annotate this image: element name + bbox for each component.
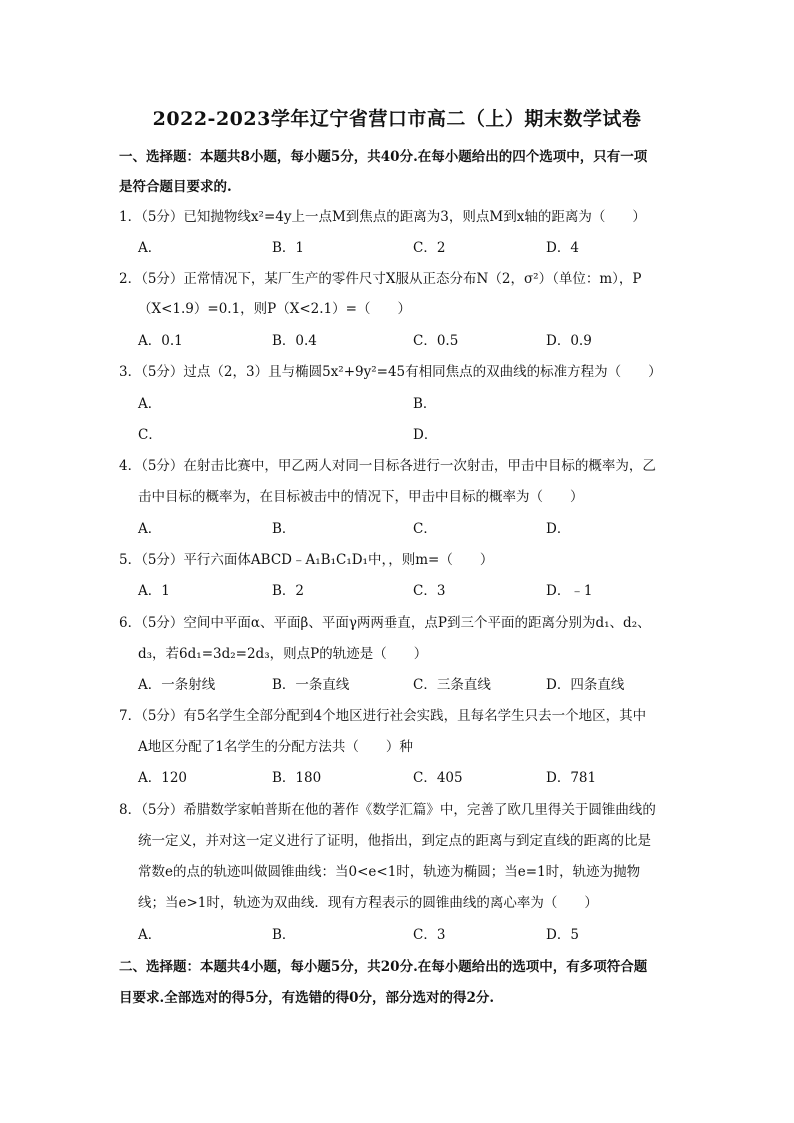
q6-option-a: A．一条射线: [138, 677, 216, 693]
q3-line1: 3．（5分）过点（2，3）且与椭圆5x²+9y²=45有相同焦点的双曲线的标准方程为（ ）: [119, 364, 662, 380]
q1-line1: 1．（5分）已知抛物线x²=4y上一点M到焦点的距离为3，则点M到x轴的距离为（ ）: [119, 209, 646, 225]
q7-option-b: B．180: [272, 770, 322, 786]
q2-option-c: C．0.5: [413, 333, 459, 349]
q8-option-d: D．5: [546, 927, 579, 943]
q8-option-a: A．: [138, 927, 162, 943]
q4-option-d: D．: [546, 521, 571, 537]
q7-line1: 7．（5分）有5名学生全部分配到4个地区进行社会实践，且每名学生只去一个地区，其中: [119, 708, 647, 724]
q6-line1: 6．（5分）空间中平面α、平面β、平面γ两两垂直，点P到三个平面的距离分别为d₁、d₂、: [119, 615, 651, 631]
q3-option-a: A．: [138, 396, 162, 412]
q1-option-a: A．: [138, 240, 162, 256]
q6-option-b: B．一条直线: [272, 677, 350, 693]
q2-option-d: D．0.9: [546, 333, 592, 349]
q8-line1: 8．（5分）希腊数学家帕普斯在他的著作《数学汇篇》中，完善了欧几里得关于圆锥曲线的: [119, 802, 656, 818]
q4-line2: 击中目标的概率为，在目标被击中的情况下，甲击中目标的概率为（ ）: [138, 489, 584, 505]
q5-option-d: D．﹣1: [546, 583, 593, 599]
q7-option-a: A．120: [138, 770, 188, 786]
q8-option-c: C．3: [413, 927, 446, 943]
q3-option-c: C．: [138, 427, 162, 443]
q3-option-d: D．: [413, 427, 438, 443]
q1-option-b: B．1: [272, 240, 305, 256]
q5-option-a: A．1: [138, 583, 170, 599]
q2-line1: 2．（5分）正常情况下，某厂生产的零件尺寸X服从正态分布N（2，σ²）（单位：m），P: [119, 271, 642, 287]
q4-option-b: B．: [272, 521, 296, 537]
q4-option-c: C．: [413, 521, 437, 537]
q8-line4: 线；当e>1时，轨迹为双曲线．现有方程表示的圆锥曲线的离心率为（ ）: [138, 895, 598, 911]
q8-line3: 常数e的点的轨迹叫做圆锥曲线：当0<e<1时，轨迹为椭圆；当e=1时，轨迹为抛物: [138, 864, 641, 880]
section2-heading-line2: 目要求.全部选对的得5分，有选错的得0分，部分选对的得2分.: [119, 990, 495, 1006]
section1-heading-line2: 是符合题目要求的.: [119, 179, 232, 195]
section1-heading-line1: 一、选择题：本题共8小题，每小题5分，共40分.在每小题给出的四个选项中，只有一项: [119, 149, 648, 165]
q3-option-b: B．: [413, 396, 437, 412]
q8-option-b: B．: [272, 927, 296, 943]
q2-option-a: A．0.1: [138, 333, 183, 349]
q8-line2: 统一定义，并对这一定义进行了证明，他指出，到定点的距离与到定直线的距离的比是: [138, 833, 651, 849]
q7-option-c: C．405: [413, 770, 463, 786]
q1-option-c: C．2: [413, 240, 446, 256]
q5-line1: 5．（5分）平行六面体ABCD﹣A₁B₁C₁D₁中，，则m=（ ）: [119, 552, 494, 568]
q6-option-d: D．四条直线: [546, 677, 625, 693]
q1-option-d: D．4: [546, 240, 579, 256]
q5-option-b: B．2: [272, 583, 305, 599]
q2-option-b: B．0.4: [272, 333, 317, 349]
q4-option-a: A．: [138, 521, 162, 537]
q7-option-d: D．781: [546, 770, 597, 786]
q7-line2: A地区分配了1名学生的分配方法共（ ）种: [138, 739, 413, 755]
q2-line2: （X<1.9）=0.1，则P（X<2.1）=（ ）: [138, 301, 411, 317]
q6-option-c: C．三条直线: [413, 677, 491, 693]
section2-heading-line1: 二、选择题：本题共4小题，每小题5分，共20分.在每小题给出的选项中，有多项符合题: [119, 959, 648, 975]
q6-line2: d₃，若6d₁=3d₂=2d₃，则点P的轨迹是（ ）: [138, 646, 428, 662]
q5-option-c: C．3: [413, 583, 446, 599]
q4-line1: 4．（5分）在射击比赛中，甲乙两人对同一目标各进行一次射击，甲击中目标的概率为，乙: [119, 458, 656, 474]
exam-title: 2022-2023学年辽宁省营口市高二（上）期末数学试卷: [152, 108, 642, 130]
